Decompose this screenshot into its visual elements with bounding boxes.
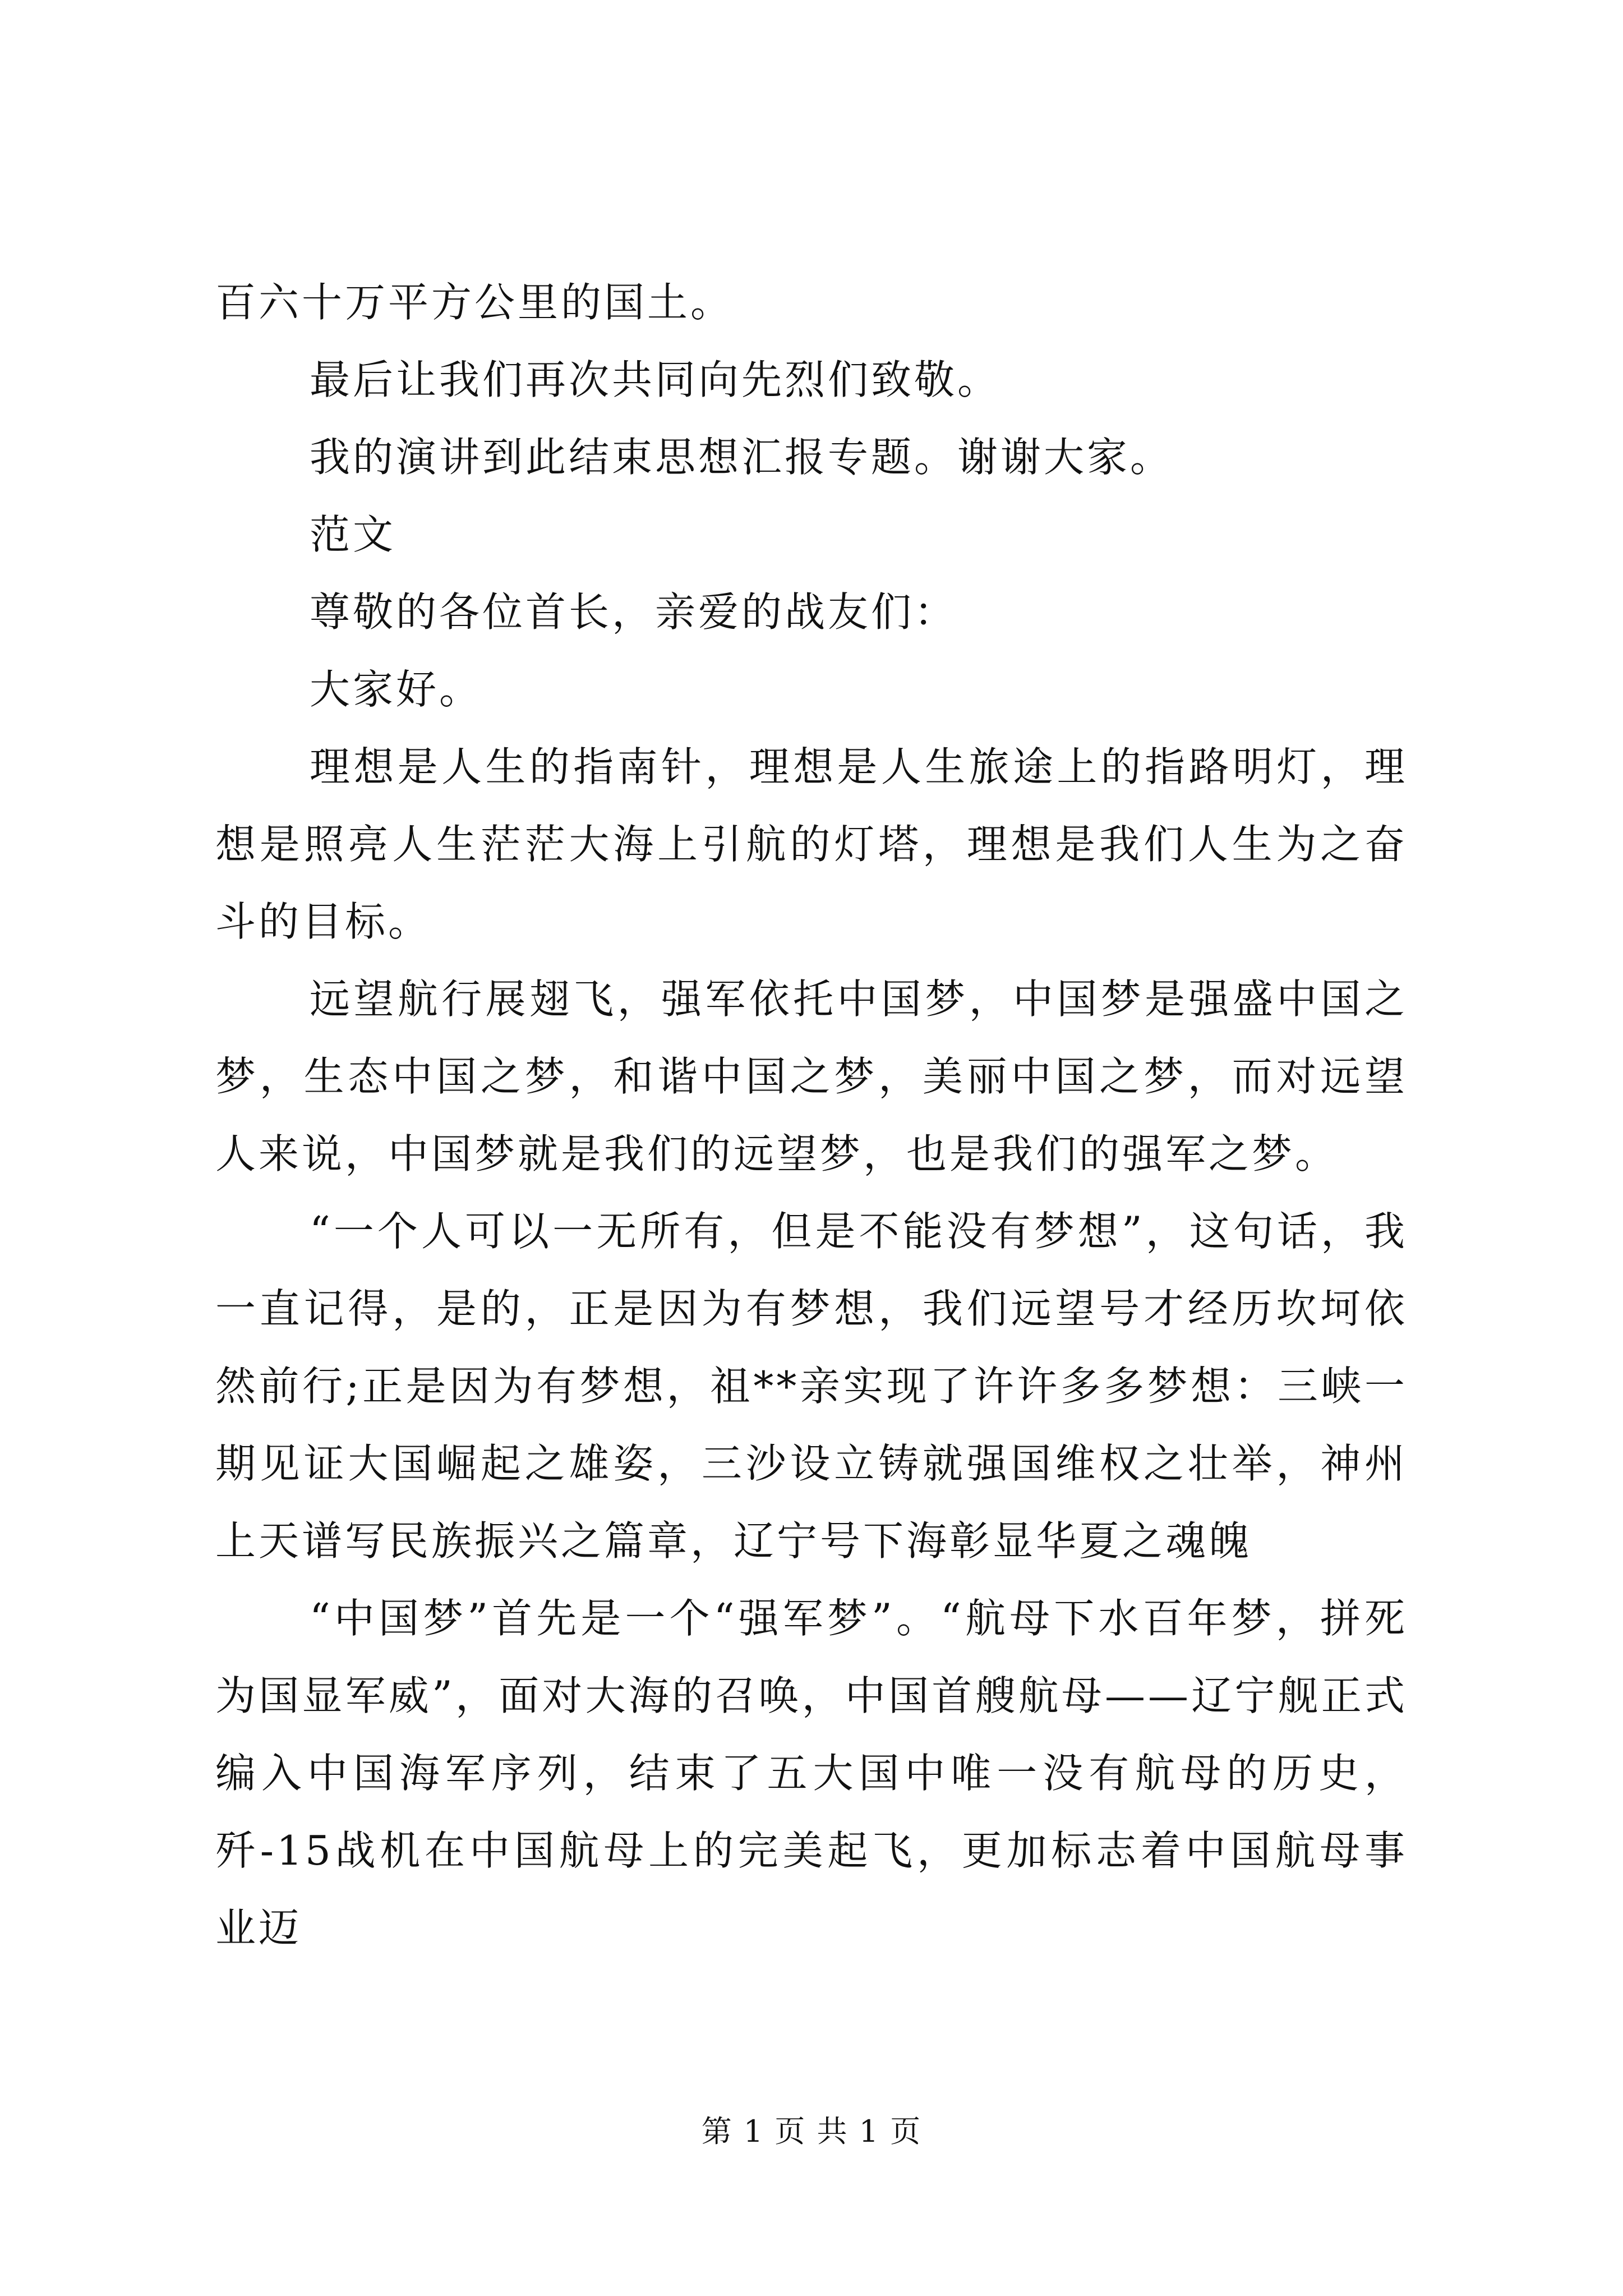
paragraph-3: 我的演讲到此结束思想汇报专题。谢谢大家。 <box>310 434 1174 481</box>
paragraph-7: 理想是人生的指南针，理想是人生旅途上的指路明灯，理想是照亮人生茫茫大海上引航的灯塔，理想是我们人生为之奋斗的目标。 <box>215 743 1408 945</box>
paragraph-5: 尊敬的各位首长，亲爱的战友们： <box>310 588 958 636</box>
paragraph-1: 百六十万平方公里的国土。 <box>215 279 734 326</box>
document-body <box>215 264 1408 1967</box>
paragraph-10: “中国梦”首先是一个“强军梦”。“航母下水百年梦，拼死为国显军威”，面对大海的召唤，中国首艘航母——辽宁舰正式编入中国海军序列，结束了五大国中唯一没有航母的历史，歼-15战机在中国航母上的完美起飞，更加标志着中国航母事业迈 <box>215 1595 1408 1952</box>
paragraph-6: 大家好。 <box>310 666 483 713</box>
paragraph-8: 远望航行展翅飞，强军依托中国梦，中国梦是强盛中国之梦，生态中国之梦，和谐中国之梦，美丽中国之梦，而对远望人来说，中国梦就是我们的远望梦，也是我们的强军之梦。 <box>215 976 1408 1177</box>
paragraph-9: “一个人可以一无所有，但是不能没有梦想”，这句话，我一直记得，是的，正是因为有梦想，我们远望号才经历坎坷依然前行;正是因为有梦想，祖**亲实现了许许多多梦想：三峡一期见证大国崛起之雄姿，三沙设立铸就强国维权之壮举，神州上天谱写民族振兴之篇章，辽宁号下海彰显华夏之魂魄 <box>215 1208 1408 1565</box>
page-footer: 第 1 页 共 1 页 <box>701 2114 922 2149</box>
paragraph-4: 范文 <box>310 511 396 558</box>
paragraph-2: 最后让我们再次共同向先烈们致敬。 <box>310 356 1001 403</box>
